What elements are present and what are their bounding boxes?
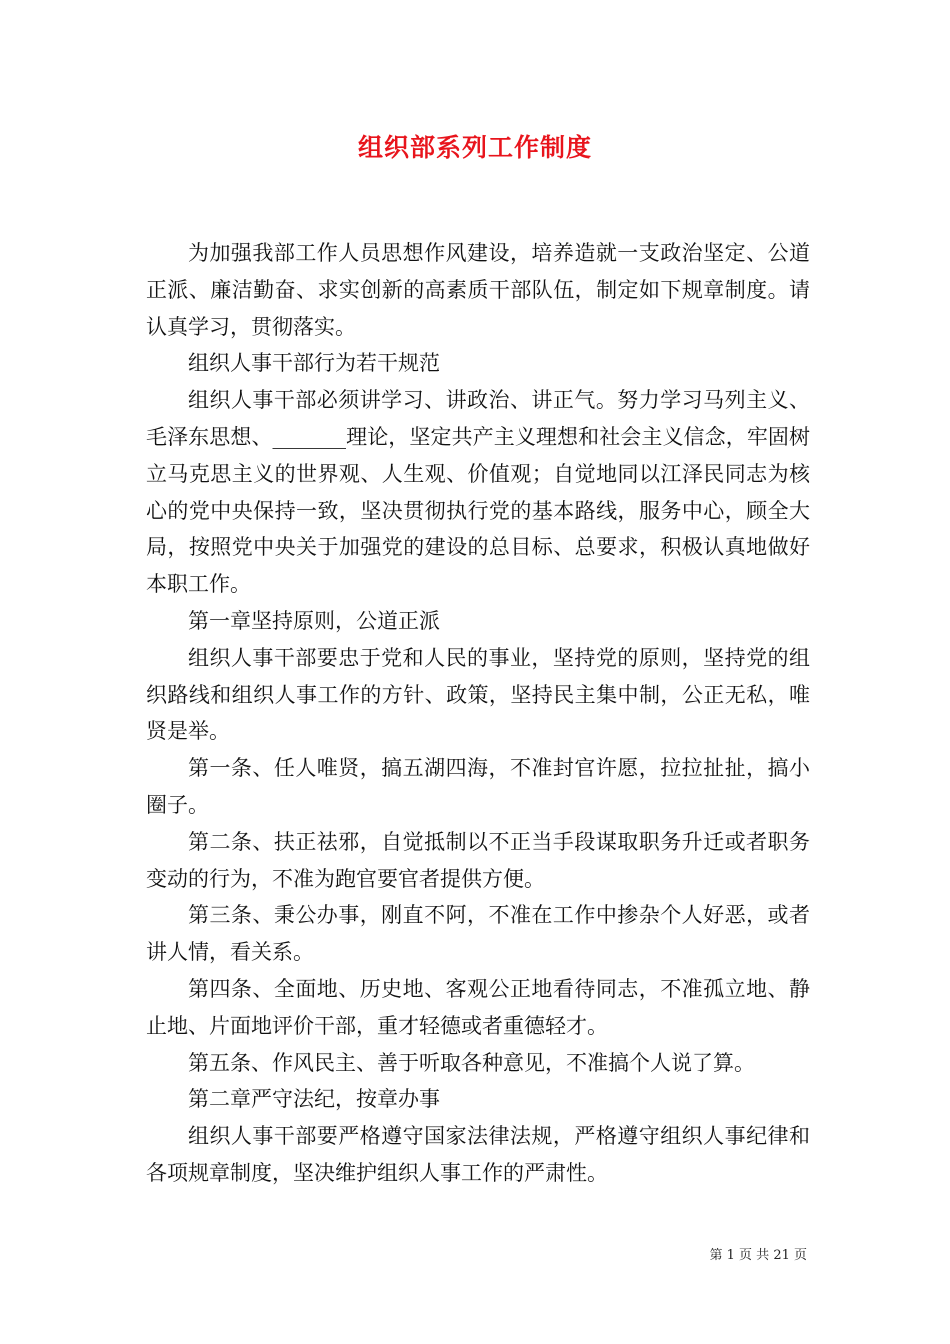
article-1: 第一条、任人唯贤，搞五湖四海，不准封官许愿，拉拉扯扯，搞小圈子。 bbox=[146, 756, 810, 817]
page-number-footer: 第 1 页 共 21 页 bbox=[709, 1248, 807, 1263]
chapter-heading-1: 第一章坚持原则，公道正派 bbox=[188, 608, 440, 633]
paragraph-chapter-2: 组织人事干部要严格遵守国家法律法规，严格遵守组织人事纪律和各项规章制度，坚决维护组织人事工作的严肃性。 bbox=[146, 1124, 810, 1185]
document-title: 组织部系列工作制度 bbox=[357, 133, 592, 162]
paragraph-chapter-1: 组织人事干部要忠于党和人民的事业，坚持党的原则，坚持党的组织路线和组织人事工作的方针、政策，坚持民主集中制，公正无私，唯贤是举。 bbox=[146, 645, 810, 744]
article-4: 第四条、全面地、历史地、客观公正地看待同志，不准孤立地、静止地、片面地评价干部，重才轻德或者重德轻才。 bbox=[146, 976, 810, 1038]
section-heading-norms: 组织人事干部行为若干规范 bbox=[188, 351, 440, 376]
chapter-heading-2: 第二章严守法纪，按章办事 bbox=[188, 1087, 440, 1112]
article-2: 第二条、扶正祛邪，自觉抵制以不正当手段谋取职务升迁或者职务变动的行为，不准为跑官要官者提供方便。 bbox=[146, 829, 810, 891]
paragraph-norms: 组织人事干部必须讲学习、讲政治、讲正气。努力学习马列主义、毛泽东思想、_______理论，坚定共产主义理想和社会主义信念，牢固树立马克思主义的世界观、人生观、价值观；自觉地同以江泽民同志为核心的党中央保持一致，坚决贯彻执行党的基本路线，服务中心，顾全大局，按照党中央关于加强党的建设的总目标、总要求，积极认真地做好本职工作。 bbox=[146, 388, 810, 597]
article-3: 第三条、秉公办事，刚直不阿，不准在工作中掺杂个人好恶，或者讲人情，看关系。 bbox=[146, 903, 810, 965]
article-5: 第五条、作风民主、善于听取各种意见，不准搞个人说了算。 bbox=[188, 1050, 755, 1075]
document-body bbox=[146, 235, 810, 1192]
paragraph-intro: 为加强我部工作人员思想作风建设，培养造就一支政治坚定、公道正派、廉洁勤奋、求实创新的高素质干部队伍，制定如下规章制度。请认真学习，贯彻落实。 bbox=[146, 241, 810, 339]
